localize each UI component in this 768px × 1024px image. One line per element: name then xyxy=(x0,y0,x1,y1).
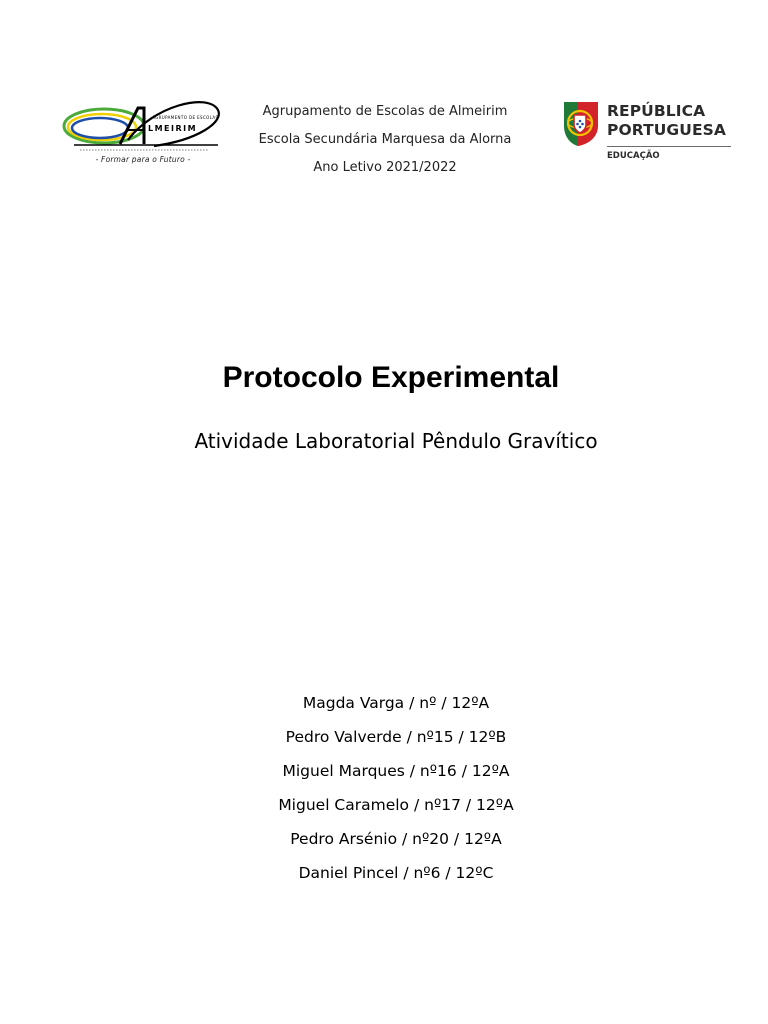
document-subtitle: Atividade Laboratorial Pêndulo Gravítico xyxy=(194,429,598,453)
school-year: Ano Letivo 2021/2022 xyxy=(313,160,457,175)
author-line: Daniel Pincel / nº6 / 12ºC xyxy=(298,864,494,882)
government-logo-divider xyxy=(607,146,731,147)
author-line: Pedro Arsénio / nº20 / 12ºA xyxy=(290,830,502,848)
svg-text:AGRUPAMENTO DE ESCOLAS: AGRUPAMENTO DE ESCOLAS xyxy=(152,115,219,120)
school-name-mark: LMEIRIM xyxy=(148,124,198,133)
author-line: Miguel Marques / nº16 / 12ºA xyxy=(282,762,510,780)
school-name: Escola Secundária Marquesa da Alorna xyxy=(258,132,512,147)
portuguese-coat-of-arms-icon xyxy=(560,100,604,150)
school-motto: - Formar para o Futuro - xyxy=(95,155,191,164)
government-department: EDUCAÇÃO xyxy=(607,151,660,161)
government-title-line1: REPÚBLICA xyxy=(607,102,706,120)
author-line: Magda Varga / nº / 12ºA xyxy=(302,694,490,712)
school-group-name: Agrupamento de Escolas de Almeirim xyxy=(262,104,508,119)
author-list xyxy=(0,686,768,890)
author-line: Pedro Valverde / nº15 / 12ºB xyxy=(285,728,507,746)
document-title: Protocolo Experimental xyxy=(222,361,560,394)
author-line: Miguel Caramelo / nº17 / 12ºA xyxy=(278,796,514,814)
header-school-info xyxy=(230,98,540,182)
government-title xyxy=(607,102,726,140)
government-title-line2: PORTUGUESA xyxy=(607,121,726,139)
